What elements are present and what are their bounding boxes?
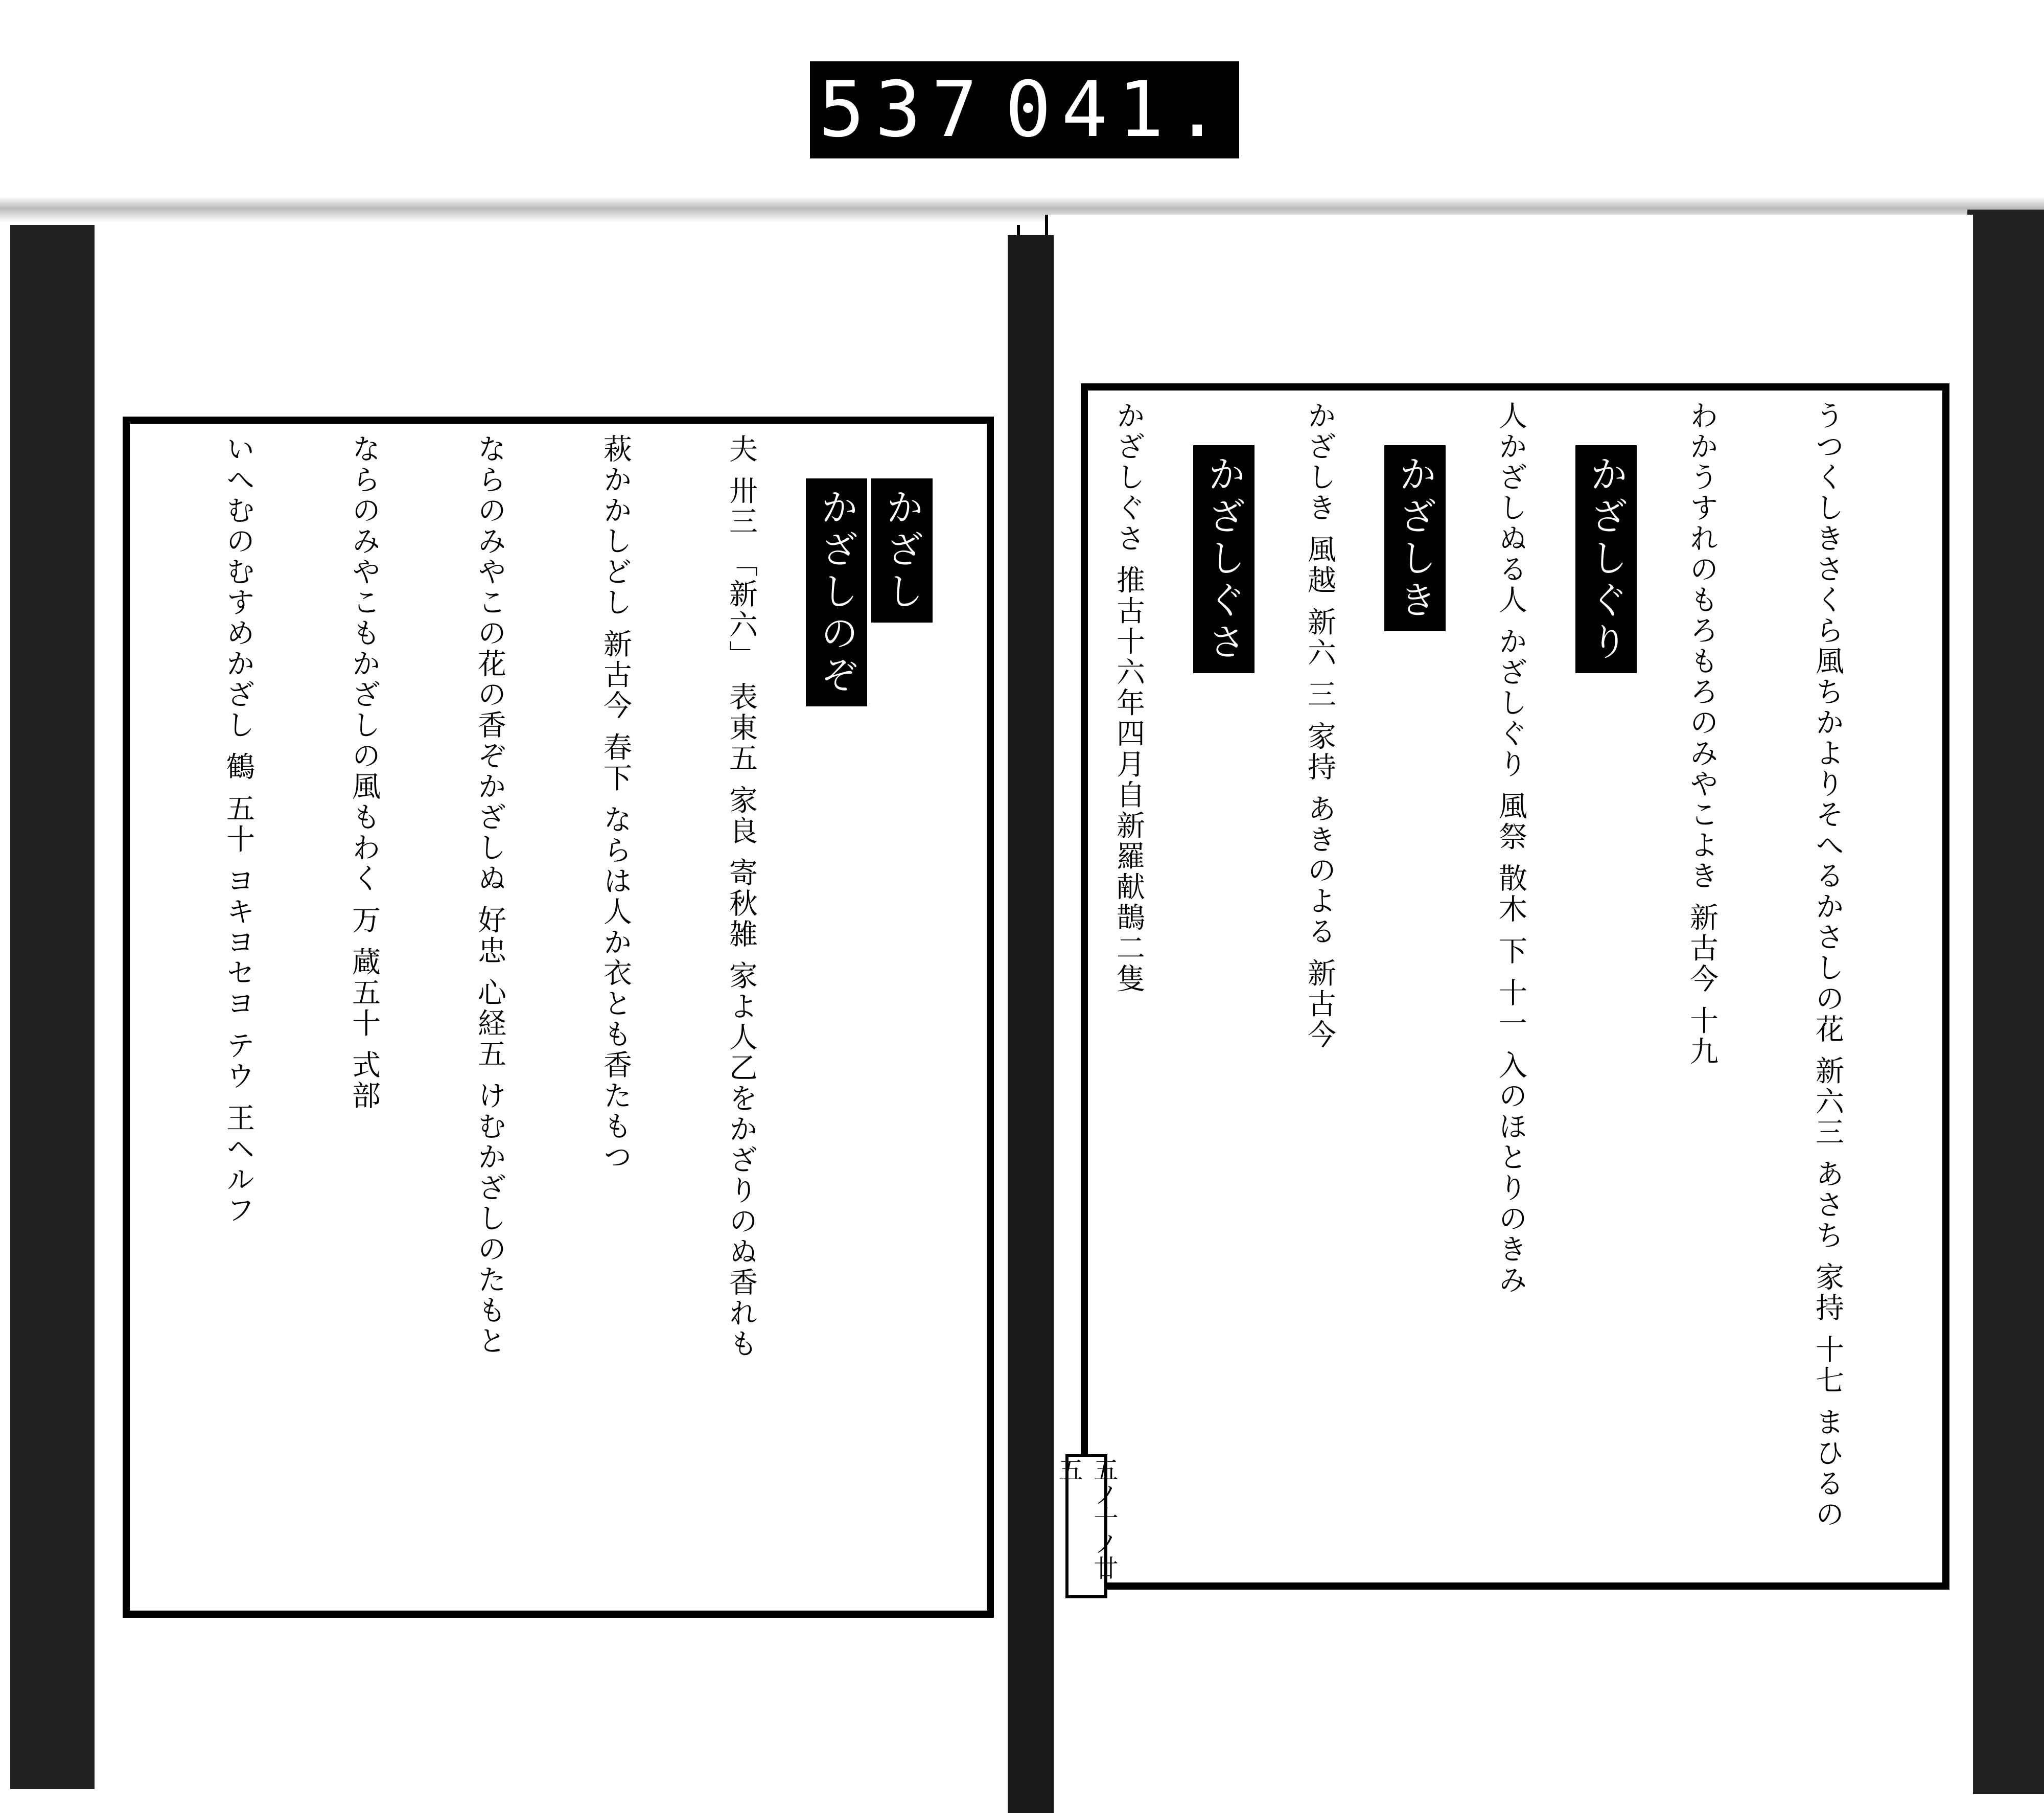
left-line-1: 夫 卅三 「新六」 表東五 家良 寄秋雑 家よ人乙をかざりのぬ香れも	[725, 434, 758, 1360]
right-line-5: かざしぐさ 推古十六年四月自新羅献鵲二隻	[1112, 401, 1145, 995]
book-gutter	[1008, 235, 1054, 1813]
right-line-1: うつくしきさくら風ちかよりそへるかさしの花 新六三 あさち 家持 十七 まひるの	[1811, 401, 1844, 1530]
right-headword-1: かざしぐり	[1575, 445, 1637, 673]
label-left-number: 537	[818, 65, 988, 154]
left-line-6: 入のよるにのるを入りる ありあらた	[123, 434, 129, 936]
left-headword-1: かざし	[871, 478, 933, 623]
left-book-edge	[10, 225, 97, 1789]
right-line-2: わかうすれのもろもろのみやこよき 新古今 十九	[1685, 401, 1718, 1067]
right-text-frame	[1081, 383, 1949, 1590]
right-book-edge	[1967, 210, 2044, 1794]
left-line-4: ならのみやこもかざしの風もわく 万 蔵五十 式部	[347, 434, 381, 1112]
right-line-4: かざしき 風越 新六 三 家持 あきのよる 新古今	[1303, 401, 1336, 1050]
right-text-body	[1098, 401, 1932, 1572]
left-line-2: 萩かかしどし 新古今 春下 ならは人か衣とも香たもつ	[599, 434, 632, 1173]
left-text-body	[123, 434, 977, 1600]
archive-label	[810, 61, 1239, 158]
right-line-3: 人かざしぬる人 かざしぐり 風祭 散木 下 十一 入のほとりのきみ	[1494, 401, 1527, 1296]
left-headword-2: かざしのぞ	[806, 478, 867, 706]
right-headword-2: かざしき	[1384, 445, 1446, 631]
left-text-frame	[123, 417, 994, 1618]
page-number: 五ノ十ノ廿五	[1065, 1454, 1107, 1598]
right-headword-3: かざしぐさ	[1193, 445, 1255, 673]
left-line-3: ならのみやこの花の香ぞかざしぬ 好忠 心経五 けむかざしのたもと	[473, 434, 506, 1357]
label-right-number: 041.	[1005, 65, 1231, 154]
left-line-5: いへむのむすめかざし 鶴 五十 ヨキヨセヨ テウ 王ヘルフ	[222, 434, 255, 1226]
